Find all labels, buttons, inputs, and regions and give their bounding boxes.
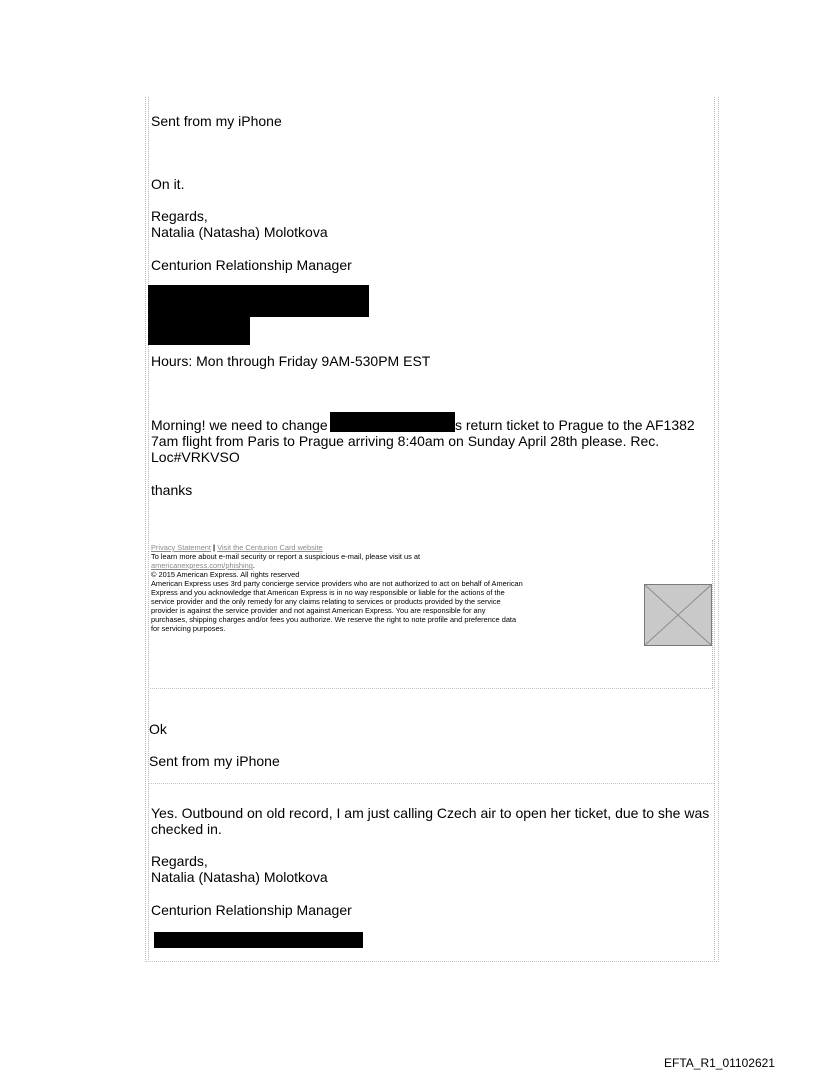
disclaimer-body-line: service provider and the only remedy for any claims relating to services or products provided by the service [151,597,501,606]
frame-bottom-border [145,961,719,962]
request-line1-end: s return ticket to Prague to the AF1382 [455,417,695,433]
link-separator: | [213,543,216,552]
disclaimer-body-line: for servicing purposes. [151,624,226,633]
disclaimer-box-right-border [712,540,713,688]
disclaimer-body-line: American Express uses 3rd party concierge service providers who are not authorized to act on behalf of American [151,579,523,588]
disclaimer-body-line: purchases, shipping charges and/or fees you authorize. We reserve the right to note profile and preference data [151,615,517,624]
request-thanks: thanks [151,482,193,498]
frame-left-border-inner [148,97,149,962]
disclaimer-body-line: Express and you acknowledge that American Express is in no way responsible or liable for the actions of the [151,588,505,597]
frame-left-border [145,97,146,962]
request-line2: 7am flight from Paris to Prague arriving 8:40am on Sunday April 28th please. Rec. [151,433,660,449]
disclaimer-body-line: provider is against the service provider and not against American Express. You are responsible for any [151,606,486,615]
frame-right-border-inner [718,97,719,962]
message3-regards: Regards, [151,853,208,869]
disclaimer-copyright: © 2015 American Express. All rights reserved [151,570,300,579]
request-line3: Loc#VRKVSO [151,449,240,465]
privacy-statement-link[interactable]: Privacy Statement [151,543,211,552]
message1-reply: On it. [151,176,185,192]
broken-image-icon [644,584,712,646]
message3-line1: Yes. Outbound on old record, I am just calling Czech air to open her ticket, due to she was [151,805,710,821]
phishing-period: . [252,561,255,570]
document-id: EFTA_R1_01102621 [664,1056,775,1070]
disclaimer-box-bottom-border [150,688,713,689]
message2-signature: Sent from my iPhone [149,753,280,769]
frame-right-border [714,97,715,962]
message1-title: Centurion Relationship Manager [151,257,352,273]
redaction-block [154,932,363,948]
phishing-link[interactable]: americanexpress.com/phishing [151,561,253,570]
request-line1-start: Morning! we need to change [151,417,328,433]
redaction-block [330,412,455,432]
disclaimer-security-line: To learn more about e-mail security or report a suspicious e-mail, please visit us at [151,552,421,561]
message1-name: Natalia (Natasha) Molotkova [151,224,328,240]
redaction-block [148,315,250,345]
message3-name: Natalia (Natasha) Molotkova [151,869,328,885]
message1-regards: Regards, [151,208,208,224]
message3-box-top-border [148,783,714,784]
centurion-card-website-link[interactable]: Visit the Centurion Card website [217,543,323,552]
message1-hours: Hours: Mon through Friday 9AM-530PM EST [151,353,431,369]
message3-line2: checked in. [151,821,222,837]
message3-title: Centurion Relationship Manager [151,902,352,918]
message2-reply: Ok [149,721,167,737]
redaction-block [148,285,369,317]
message1-signature: Sent from my iPhone [151,113,282,129]
